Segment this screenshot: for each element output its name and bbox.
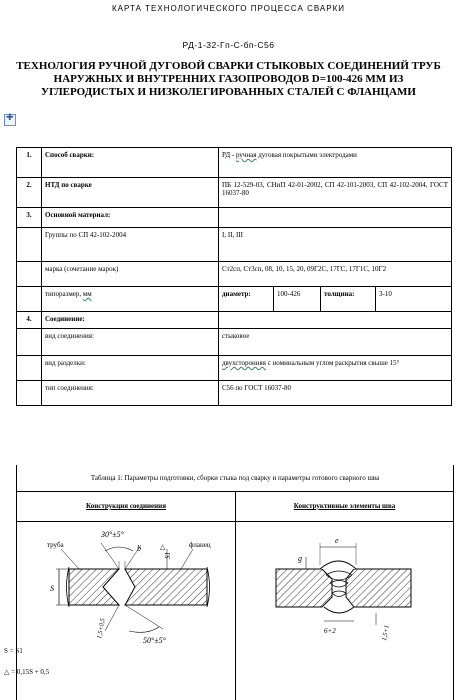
gap-b-label: b [137,544,141,553]
delta-symbol: △ [160,543,166,551]
weld-bead-bottom [324,607,354,613]
table-row [17,228,452,262]
root-dim-label: 1,5+1 [381,624,391,642]
diagram-header-row [16,491,454,522]
row-value [219,148,452,178]
root-face-label: 1,5+0,5 [96,617,107,640]
spellcheck-word: двухсторонняя [222,359,266,367]
value-part: дуговая покрытыми электродами [256,151,357,159]
weld-left-plate [276,569,332,607]
table-row [17,381,452,406]
s1-dim-label: S1 [164,552,172,559]
row-number [17,329,42,356]
thickness-label: толщина: [321,287,376,312]
row-label: вид соединения: [42,329,219,356]
row-number [17,287,42,312]
row-number [17,228,42,262]
row-label: Группы по СП 42-102-2004 [42,228,219,262]
table-row [17,262,452,287]
diameter-value: 100-426 [274,287,321,312]
joint-design-drawing [17,521,235,646]
pipe-label: труба [47,541,64,549]
table-row [17,312,452,329]
pipe-section [69,569,119,605]
flange-label: фланец [189,541,211,549]
flange-section [125,569,207,605]
value-part: РД - [222,151,236,159]
row-number: 1. [17,148,42,178]
row-value: С56 по ГОСТ 16037-80 [219,381,452,406]
row-value [219,208,452,228]
row-label: Основной материал: [42,208,219,228]
document-code: РД-1-32-Гп-С-бп-С56 [182,40,275,50]
table-row [17,356,452,381]
table-row [17,329,452,356]
s-dim-label: S [50,584,54,593]
thickness-value: 3-10 [376,287,452,312]
row-value [219,356,452,381]
weld-elements-header: Конструктивные элементы шва [293,502,396,510]
table-row [17,287,452,312]
table-caption: Таблица 1: Параметры подготовки, сборки стыка под сварку и параметры готового сварного шва [16,465,454,492]
row-label: вид разделки: [42,356,219,381]
row-label: тип соединения: [42,381,219,406]
label-part: типоразмер, [45,290,83,298]
spellcheck-word: мм [82,290,92,298]
table-row [17,208,452,228]
weld-bead-top [320,561,356,569]
g-dim-label: g [298,554,302,563]
row-number: 3. [17,208,42,228]
row-value: ПБ 12-529-03, СНиП 42-01-2002, СП 42-101-2003, СП 42-102-2004, ГОСТ 16037-80 [219,178,452,208]
row-label: НТД по сварке [42,178,219,208]
value-part: с номинальным углом раскрытия свыше 15° [265,359,400,367]
row-value: стыковое [219,329,452,356]
row-number [17,381,42,406]
table-row [17,178,452,208]
table-row [17,148,452,178]
row-label [42,287,219,312]
angle-bottom-label: 50°±5° [143,636,166,645]
row-number: 4. [17,312,42,329]
row-value: I, II, III [219,228,452,262]
weld-elements-drawing [236,521,453,646]
row-number [17,262,42,287]
weld-right-plate [346,569,411,607]
row-value [219,312,452,329]
row-label: Способ сварки: [42,148,219,178]
process-table [16,147,452,406]
formula-s-equals-s1: S = S1 [4,647,23,655]
row-number: 2. [17,178,42,208]
row-value: Ст2сп, Ст3сп, 08, 10, 15, 20, 09Г2С, 17ГС, 17Г1С, 10Г2 [219,262,452,287]
diagram-body [16,521,454,700]
diameter-label: диаметр: [219,287,274,312]
table-move-handle-icon[interactable] [4,114,16,126]
document-header: КАРТА ТЕХНОЛОГИЧЕСКОГО ПРОЦЕССА СВАРКИ [112,4,345,13]
row-label: Соединение: [42,312,219,329]
spellcheck-word: ручная [235,151,257,159]
angle-top-label: 30°±5° [101,530,124,539]
e-dim-label: e [335,536,339,545]
row-label: марка (сочетание марок) [42,262,219,287]
six-dim-label: 6+2 [324,627,336,635]
formula-delta: △ = 0,15S + 0,5 [4,668,50,676]
joint-design-header: Конструкция соединения [17,491,236,521]
document-title: ТЕХНОЛОГИЯ РУЧНОЙ ДУГОВОЙ СВАРКИ СТЫКОВЫХ СОЕДИНЕНИЙ ТРУБ НАРУЖНЫХ И ВНУТРЕННИХ ГАЗОПРОВОДОВ D=100-426 ММ ИЗ УГЛЕРОДИСТЫХ И НИЗКОЛЕГИРОВАННЫХ СТАЛЕЙ С ФЛАНЦАМИ [16,60,441,98]
row-number [17,356,42,381]
